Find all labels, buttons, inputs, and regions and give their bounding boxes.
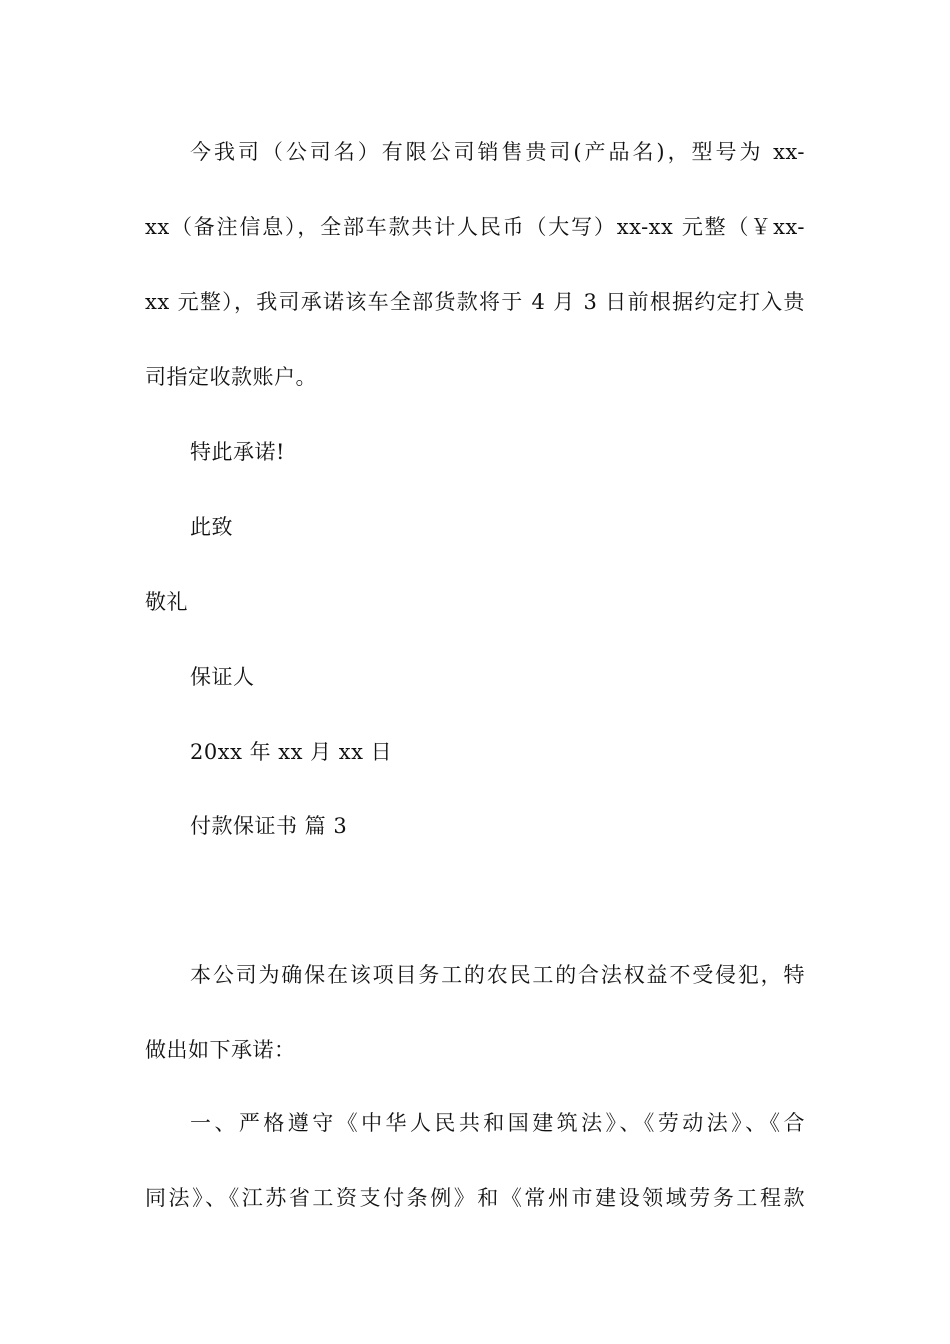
guarantor-label: 保证人 — [190, 665, 255, 689]
paragraph-3-line-2: 同法》、《江苏省工资支付条例》和《常州市建设领域劳务工程款 — [145, 1186, 805, 1210]
salutation-ci-zhi: 此致 — [190, 515, 233, 539]
paragraph-1-line-3: xx 元整），我司承诺该车全部货款将于 4 月 3 日前根据约定打入贵 — [145, 290, 805, 314]
section-title: 付款保证书 篇 3 — [190, 814, 348, 838]
salutation-jing-li: 敬礼 — [145, 590, 188, 614]
paragraph-1-line-1: 今我司（公司名）有限公司销售贵司(产品名)，型号为 xx- — [190, 140, 805, 164]
promise-statement: 特此承诺! — [190, 440, 285, 464]
paragraph-2-line-1: 本公司为确保在该项目务工的农民工的合法权益不受侵犯，特 — [190, 963, 805, 987]
paragraph-1-line-2: xx（备注信息），全部车款共计人民币（大写）xx-xx 元整（￥xx- — [145, 215, 805, 239]
paragraph-3-line-1: 一、严格遵守《中华人民共和国建筑法》、《劳动法》、《合 — [190, 1111, 805, 1135]
paragraph-1-line-4: 司指定收款账户。 — [145, 365, 317, 389]
date-line: 20xx 年 xx 月 xx 日 — [190, 740, 393, 764]
paragraph-2-line-2: 做出如下承诺： — [145, 1038, 296, 1062]
